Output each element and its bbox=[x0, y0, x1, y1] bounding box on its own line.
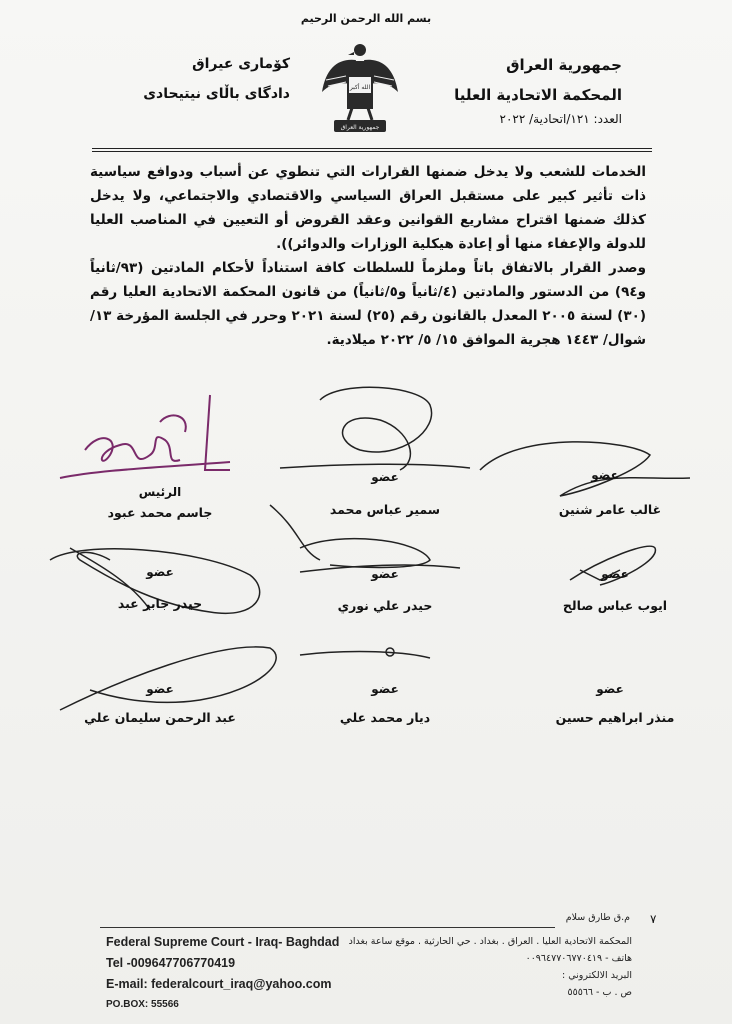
signatory-name: منذر ابراهيم حسين bbox=[555, 710, 675, 725]
footer-arabic bbox=[348, 936, 632, 1004]
telephone-ar: هاتف - ٠٠٩٦٤٧٧٠٦٧٧٠٤١٩ bbox=[525, 953, 632, 964]
footer-divider bbox=[100, 927, 555, 928]
signatory-role: عضو bbox=[601, 567, 629, 581]
kurdish-court-name: دادگای باڵای نیتیحادی bbox=[143, 86, 290, 102]
emblem-banner: جمهورية العراق bbox=[340, 124, 380, 131]
member-signature-6 bbox=[60, 647, 276, 710]
address-ar: المحكمة الاتحادية العليا . العراق . بغداد . حي الحارثية . موقع ساعة بغداد bbox=[348, 936, 632, 947]
signatory-role: الرئيس bbox=[138, 485, 182, 499]
signatory-name: حيدر علي نوري bbox=[337, 598, 433, 613]
signatory-name: ايوب عباس صالح bbox=[562, 598, 668, 613]
header-divider bbox=[92, 148, 652, 149]
emblem-motto: الله أكبر bbox=[349, 84, 371, 91]
document-number: العدد: ١٢١/اتحادية/ ٢٠٢٢ bbox=[499, 112, 622, 126]
signatory-name: ديار محمد علي bbox=[339, 710, 431, 725]
prepared-by-text: م.ق طارق سلام bbox=[565, 912, 630, 923]
signatory-name: عبد الرحمن سليمان علي bbox=[84, 710, 236, 725]
paragraph-decision: وصدر القرار بالاتفاق باتاً وملزماً للسلطات كافة استناداً لأحكام المادتين (٩٣/ثانياً و٩٤) من الدستور والمادتين (٤/ثانياً و٥/ثانياً) من قانون المحكمة الاتحادية العليا رقم (٣٠) لسنة ٢٠٠٥ المعدل بالقانون رقم (٢٥) لسنة ٢٠٢١ وحرر في الجلسة المؤرخة ١٣/شوال/ ١٤٤٣ هجرية الموافق ١٥/ ٥/ ٢٠٢٢ ميلادية. bbox=[90, 260, 646, 348]
signatory-role: عضو bbox=[591, 468, 619, 482]
bismillah: بسم الله الرحمن الرحيم bbox=[300, 12, 432, 25]
footer-english bbox=[106, 935, 339, 1010]
kurdish-country-name: كۆماری عیراق bbox=[192, 56, 290, 72]
pobox-ar: ص . ب - ٥٥٥٦٦ bbox=[567, 987, 632, 998]
pobox-en: PO.BOX: 55566 bbox=[106, 999, 179, 1010]
signatory-name: جاسم محمد عبود bbox=[107, 505, 213, 520]
member-signature-1 bbox=[280, 387, 470, 470]
email-en: E-mail: federalcourt_iraq@yahoo.com bbox=[106, 977, 332, 991]
signatory-name: غالب عامر شنين bbox=[558, 502, 662, 517]
iraq-eagle-emblem-icon bbox=[318, 40, 402, 140]
signatory-name: سمير عباس محمد bbox=[329, 502, 441, 517]
signatory-role: عضو bbox=[371, 470, 399, 484]
signatory-role: عضو bbox=[146, 682, 174, 696]
president-signature bbox=[60, 395, 230, 478]
court-name: المحكمة الاتحادية العليا bbox=[454, 86, 622, 104]
signatory-role: عضو bbox=[371, 682, 399, 696]
decision-text bbox=[90, 160, 646, 352]
paragraph-scope: الخدمات للشعب ولا يدخل ضمنها القرارات التي تنطوي عن أسباب ودوافع سياسية ذات تأثير كبير على مستقبل العراق السياسي والاقتصادي والاجتماعي، ولا يدخل كذلك ضمنها اقتراح مشاريع القوانين وعقد القروض أو التعيين في المناصب العليا للدولة والإعفاء منها أو إعادة هيكلية الوزارات والدوائر)). bbox=[90, 164, 646, 252]
member-signature-7 bbox=[300, 648, 430, 658]
email-ar: البريد الالكتروني : bbox=[562, 970, 632, 981]
header-divider-double bbox=[92, 151, 652, 152]
header-kurdish bbox=[120, 56, 290, 102]
signatory-name: حيدر جابر عبد bbox=[117, 596, 203, 611]
signatory-role: عضو bbox=[146, 565, 174, 579]
signatory-role: عضو bbox=[371, 567, 399, 581]
signatory-role: عضو bbox=[596, 682, 624, 696]
court-name-en: Federal Supreme Court - Iraq- Baghdad bbox=[106, 935, 340, 949]
page-number: ٧ bbox=[650, 912, 657, 926]
country-name: جمهورية العراق bbox=[506, 56, 622, 74]
telephone-en: Tel -009647706770419 bbox=[106, 956, 236, 970]
